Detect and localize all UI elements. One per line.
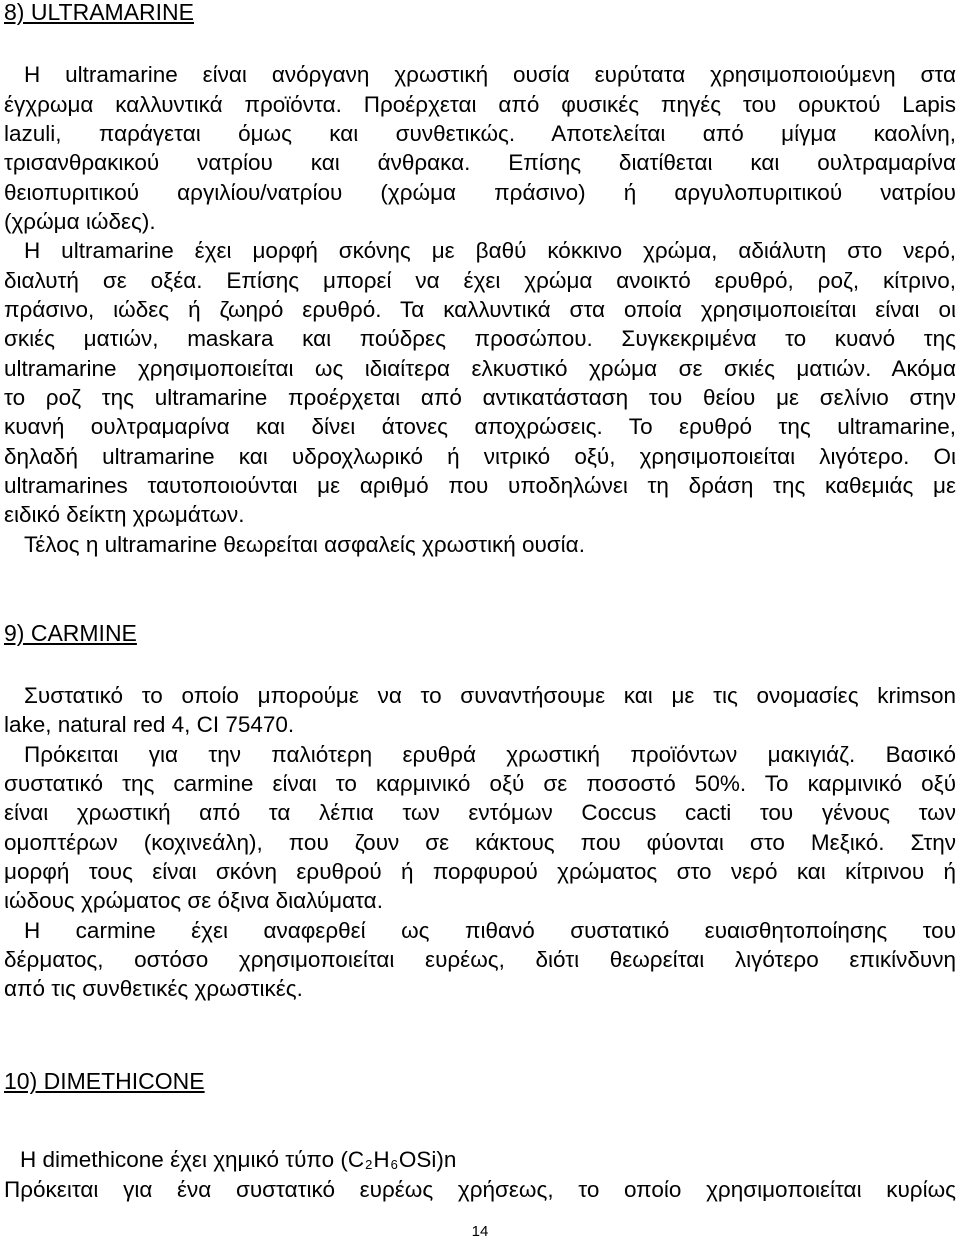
paragraph-line: σκιές ματιών, maskara και πούδρες προσώπου. Συγκεκριμένα το κυανό της xyxy=(4,326,956,351)
paragraph-line: Πρόκειται για ένα συστατικό ευρέως χρήσεως, το οποίο χρησιμοποιείται κυρίως xyxy=(4,1177,956,1202)
paragraph-line: μορφή τους είναι σκόνη ερυθρού ή πορφυρού χρώματος στο νερό και κίτρινου ή xyxy=(4,859,956,884)
formula-prefix: Η dimethicone έχει χημικό τύπο (C xyxy=(20,1147,365,1172)
paragraph-line: Η carmine έχει αναφερθεί ως πιθανό συστατικό ευαισθητοποίησης του xyxy=(24,918,956,943)
paragraph-line: lake, natural red 4, CI 75470. xyxy=(4,712,295,737)
formula-hydrogen-letter: H xyxy=(373,1147,390,1172)
paragraph-line: το ροζ της ultramarine προέρχεται από αντικατάσταση του θείου με σελίνιο στην xyxy=(4,385,956,410)
paragraph-line: ειδικό δείκτη χρωμάτων. xyxy=(4,502,245,527)
paragraph-line: κυανή ουλτραμαρίνα και δίνει άτονες αποχρώσεις. Το ερυθρό της ultramarine, xyxy=(4,414,956,439)
formula-hydrogen-subscript: 6 xyxy=(390,1157,398,1172)
paragraph-line: τρισανθρακικού νατρίου και άνθρακα. Επίσης διατίθεται και ουλτραμαρίνα xyxy=(4,150,956,175)
chemical-formula-line xyxy=(20,1145,456,1179)
paragraph-line: Η ultramarine είναι ανόργανη χρωστική ουσία ευρύτατα χρησιμοποιούμενη στα xyxy=(24,62,956,87)
paragraph-line: Η ultramarine έχει μορφή σκόνης με βαθύ κόκκινο χρώμα, αδιάλυτη στο νερό, xyxy=(24,238,956,263)
paragraph-line: από τις συνθετικές χρωστικές. xyxy=(4,976,303,1001)
paragraph-line: ultramarines ταυτοποιούνται με αριθμό που υποδηλώνει τη δράση της καθεμιάς με xyxy=(4,473,956,498)
paragraph-line: Πρόκειται για την παλιότερη ερυθρά χρωστική προϊόντων μακιγιάζ. Βασικό xyxy=(24,742,956,767)
paragraph-line: διαλυτή σε οξέα. Επίσης μπορεί να έχει χρώμα ανοικτό ερυθρό, ροζ, κίτρινο, xyxy=(4,268,956,293)
paragraph-line: Συστατικό το οποίο μπορούμε να το συναντήσουμε και με τις ονομασίες krimson xyxy=(24,683,956,708)
section-heading-carmine: 9) CARMINE xyxy=(4,620,137,646)
formula-suffix: OSi)n xyxy=(398,1147,457,1172)
section-heading-dimethicone: 10) DIMETHICONE xyxy=(4,1068,205,1094)
paragraph-line: δηλαδή ultramarine και υδροχλωρικό ή νιτρικό οξύ, χρησιμοποιείται λιγότερο. Οι xyxy=(4,444,956,469)
paragraph-line: (χρώμα ιώδες). xyxy=(4,209,156,234)
paragraph-line: ultramarine χρησιμοποιείται ως ιδιαίτερα ελκυστικό χρώμα σε σκιές ματιών. Ακόμα xyxy=(4,356,956,381)
page-number: 14 xyxy=(471,1223,489,1240)
paragraph-line: έγχρωμα καλλυντικά προϊόντα. Προέρχεται από φυσικές πηγές του ορυκτού Lapis xyxy=(4,92,956,117)
paragraph-line: ιώδους χρώματος σε όξινα διαλύματα. xyxy=(4,888,383,913)
paragraph-line: ομοπτέρων (κοχινεάλη), που ζουν σε κάκτους που φύονται στο Μεξικό. Στην xyxy=(4,830,956,855)
paragraph-line: δέρματος, οστόσο χρησιμοποιείται ευρέως, διότι θεωρείται λιγότερο επικίνδυνη xyxy=(4,947,956,972)
section-heading-ultramarine: 8) ULTRAMARINE xyxy=(4,0,194,25)
paragraph-line: πράσινο, ιώδες ή ζωηρό ερυθρό. Τα καλλυντικά στα οποία χρησιμοποιείται είναι οι xyxy=(4,297,956,322)
paragraph-line: συστατικό της carmine είναι το καρμινικό οξύ σε ποσοστό 50%. Το καρμινικό οξύ xyxy=(4,771,956,796)
paragraph-line: Τέλος η ultramarine θεωρείται ασφαλείς χρωστική ουσία. xyxy=(24,532,585,557)
paragraph-line: lazuli, παράγεται όμως και συνθετικώς. Αποτελείται από μίγμα καολίνη, xyxy=(4,121,956,146)
formula-carbon-subscript: 2 xyxy=(365,1157,373,1172)
paragraph-line: θειοπυριτικού αργιλίου/νατρίου (χρώμα πράσινο) ή αργυλοπυριτικού νατρίου xyxy=(4,180,956,205)
paragraph-line: είναι χρωστική από τα λέπια των εντόμων Coccus cacti του γένους των xyxy=(4,800,956,825)
